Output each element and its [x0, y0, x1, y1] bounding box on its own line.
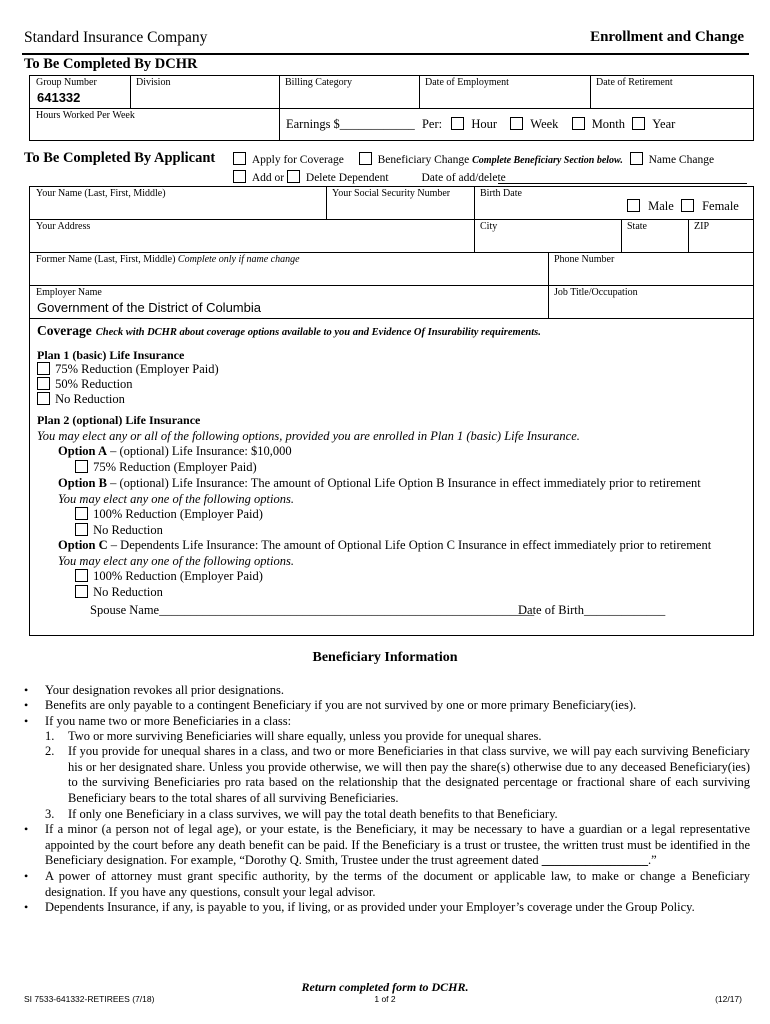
plan2-title: Plan 2 (optional) Life Insurance	[37, 413, 201, 427]
week-label: Week	[530, 117, 559, 131]
coverage-heading	[37, 322, 541, 340]
ssn-label: Your Social Security Number	[332, 188, 451, 199]
option-b-100	[75, 507, 263, 522]
return-instructions: Return completed form to DCHR.	[301, 980, 469, 994]
beneficiary-bullet-4	[45, 822, 750, 869]
add-dependent-checkbox[interactable]	[233, 170, 246, 183]
earnings-label: Earnings $____________	[286, 117, 415, 131]
former-name-label: Former Name (Last, First, Middle)	[36, 254, 176, 265]
week-checkbox[interactable]	[510, 117, 523, 130]
your-address-label: Your Address	[36, 221, 91, 232]
option-c-note: You may elect any one of the following options.	[58, 554, 294, 568]
year-checkbox[interactable]	[632, 117, 645, 130]
employer-name-value[interactable]: Government of the District of Columbia	[37, 300, 261, 315]
female-label: Female	[702, 199, 739, 213]
dependent-row	[233, 170, 506, 184]
option-c-100-checkbox[interactable]	[75, 569, 88, 582]
dchr-heading: To Be Completed By DCHR	[24, 56, 198, 72]
male-checkbox[interactable]	[627, 199, 640, 212]
bullet-icon: •	[24, 683, 29, 697]
beneficiary-title: Beneficiary Information	[312, 650, 458, 665]
option-c-text: – Dependents Life Insurance: The amount of Optional Life Option C Insurance in effect immediately prior to retirement	[107, 538, 712, 552]
grid-v-birth	[474, 186, 475, 252]
plan1-option-50	[37, 377, 133, 392]
beneficiary-change-label: Beneficiary Change	[377, 154, 470, 166]
beneficiary-bullet-3: If you name two or more Beneficiaries in a class:	[45, 714, 292, 728]
option-b-text: – (optional) Life Insurance: The amount of Optional Life Option B Insurance in effect immediately prior to retirement	[106, 476, 701, 490]
grid-v-ssn	[326, 186, 327, 219]
plan1-75-label: 75% Reduction (Employer Paid)	[55, 362, 219, 376]
former-name-field	[36, 254, 300, 266]
delete-dependent-checkbox[interactable]	[287, 170, 300, 183]
option-b-row	[58, 476, 701, 491]
hour-label: Hour	[471, 117, 498, 131]
option-b-none-checkbox[interactable]	[75, 523, 88, 536]
numbered-marker-2: 2.	[45, 744, 55, 758]
per-label: Per:	[421, 117, 443, 131]
group-number-label: Group Number	[36, 77, 97, 88]
request-type-row	[233, 152, 714, 166]
beneficiary-bullet-1: Your designation revokes all prior designations.	[45, 683, 284, 697]
date-add-delete-line	[498, 183, 747, 184]
coverage-note: Check with DCHR about coverage options available to you and Evidence Of Insurability requirements.	[95, 327, 541, 338]
option-c-100	[75, 569, 263, 584]
grid-v-phone	[548, 252, 549, 318]
month-label: Month	[591, 117, 626, 131]
dchr-col2	[279, 75, 280, 141]
city-label: City	[480, 221, 498, 232]
option-c-row	[58, 538, 711, 553]
option-a-label: Option A	[58, 444, 107, 458]
grid-h1	[29, 219, 754, 220]
earnings-row	[286, 117, 675, 132]
beneficiary-item-2: If you provide for unequal shares in a class, and two or more Beneficiaries in that class survive, we will pay each surviving Beneficiary his or her designated share. Unless you provide otherwise, we will then pay the share(s) otherwise due to any deceased Beneficiary(ies) to the surviving Beneficiaries pro rata based on the relationship that the designated percentage or fractional share of each surviving Beneficiary bears to the total shares of all surviving Beneficiaries.	[68, 744, 750, 805]
beneficiary-bullet-2: Benefits are only payable to a contingent Beneficiary if you are not survived by one or more primary Beneficiary(ies).	[45, 698, 637, 712]
option-c-none-label: No Reduction	[93, 585, 163, 599]
option-c-none-checkbox[interactable]	[75, 585, 88, 598]
dchr-row-divider	[29, 108, 754, 109]
apply-coverage-label: Apply for Coverage	[251, 154, 344, 166]
female-checkbox[interactable]	[681, 199, 694, 212]
hour-checkbox[interactable]	[451, 117, 464, 130]
page-number: 1 of 2	[374, 994, 396, 1004]
option-c-label: Option C	[58, 538, 108, 552]
option-b-none	[75, 523, 163, 538]
option-c-none	[75, 585, 163, 600]
bullet-icon: •	[24, 869, 29, 883]
form-id: SI 7533-641332-RETIREES (7/18)	[24, 994, 155, 1004]
name-change-checkbox[interactable]	[630, 152, 643, 165]
option-b-100-checkbox[interactable]	[75, 507, 88, 520]
grid-v-state	[621, 219, 622, 252]
delete-dependent-label: Delete Dependent	[305, 172, 389, 184]
option-c-100-label: 100% Reduction (Employer Paid)	[93, 569, 263, 583]
plan1-50-label: 50% Reduction	[55, 377, 133, 391]
trust-date-blank[interactable]: _________________	[541, 853, 649, 867]
grid-h4	[29, 318, 754, 319]
dchr-col1	[130, 75, 131, 108]
date-retirement-label: Date of Retirement	[596, 77, 673, 88]
grid-v-zip	[688, 219, 689, 252]
beneficiary-item-3: If only one Beneficiary in a class survives, we will pay the total death benefits to that Beneficiary.	[68, 807, 558, 821]
option-a-row	[58, 444, 292, 459]
plan1-75-checkbox[interactable]	[37, 362, 50, 375]
beneficiary-change-checkbox[interactable]	[359, 152, 372, 165]
revision-date: (12/17)	[715, 994, 742, 1004]
plan1-title: Plan 1 (basic) Life Insurance	[37, 348, 185, 362]
phone-label: Phone Number	[554, 254, 615, 265]
option-b-none-label: No Reduction	[93, 523, 163, 537]
zip-label: ZIP	[694, 221, 709, 232]
coverage-title: Coverage	[37, 323, 92, 338]
apply-coverage-checkbox[interactable]	[233, 152, 246, 165]
numbered-marker-3: 3.	[45, 807, 55, 821]
applicant-heading: To Be Completed By Applicant	[24, 150, 216, 166]
bullet-icon: •	[24, 822, 29, 836]
hours-worked-label: Hours Worked Per Week	[36, 110, 135, 121]
option-b-note: You may elect any one of the following options.	[58, 492, 294, 506]
add-or-label: Add or	[251, 172, 285, 184]
employer-name-label: Employer Name	[36, 287, 102, 298]
option-a-75-label: 75% Reduction (Employer Paid)	[93, 460, 257, 474]
beneficiary-bullet-5: A power of attorney must grant specific authority, by the terms of the document or applicable law, to make or change a Beneficiary designation. If you have any questions, consult your legal advisor.	[45, 869, 750, 899]
year-label: Year	[652, 117, 676, 131]
date-add-delete-label: Date of add/delete	[421, 172, 506, 184]
dchr-col4	[590, 75, 591, 108]
group-number-value[interactable]: 641332	[37, 90, 81, 105]
plan1-50-checkbox[interactable]	[37, 377, 50, 390]
your-name-label: Your Name (Last, First, Middle)	[36, 188, 166, 199]
state-label: State	[627, 221, 647, 232]
beneficiary-bullet-6: Dependents Insurance, if any, is payable to you, if living, or as provided under your Employer’s coverage under the Group Policy.	[45, 900, 695, 914]
header-rule	[22, 53, 749, 55]
month-checkbox[interactable]	[572, 117, 585, 130]
option-a-text: – (optional) Life Insurance: $10,000	[106, 444, 292, 458]
bullet-4-end: .”	[648, 853, 657, 867]
billing-category-label: Billing Category	[285, 77, 352, 88]
numbered-marker-1: 1.	[45, 729, 55, 743]
bullet-icon: •	[24, 698, 29, 712]
former-name-note: Complete only if name change	[177, 254, 300, 265]
birth-date-label: Birth Date	[480, 188, 522, 199]
name-change-label: Name Change	[648, 154, 715, 166]
grid-h3	[29, 285, 754, 286]
dchr-col3	[419, 75, 420, 108]
company-name: Standard Insurance Company	[24, 29, 208, 46]
bullet-icon: •	[24, 900, 29, 914]
form-title: Enrollment and Change	[590, 29, 744, 45]
option-a-75	[75, 460, 257, 475]
beneficiary-change-note: Complete Beneficiary Section below.	[472, 155, 623, 166]
grid-h2	[29, 252, 754, 253]
male-label: Male	[648, 199, 674, 213]
job-title-label: Job Title/Occupation	[554, 287, 638, 298]
beneficiary-item-1: Two or more surviving Beneficiaries will share equally, unless you provide for unequal shares.	[68, 729, 542, 743]
bullet-4-text: If a minor (a person not of legal age), or your estate, is the Beneficiary, it may be necessary to have a guardian or a legal representative appointed by the court before any death benefit can be paid. If the Beneficiary is a trust or trustee, the written trust must be identified in the Beneficiary designation. For example, “Dorothy Q. Smith, Trustee under the trust agreement dated	[45, 822, 750, 867]
plan1-none-checkbox[interactable]	[37, 392, 50, 405]
plan1-none-label: No Reduction	[55, 392, 125, 406]
plan1-option-none	[37, 392, 125, 407]
date-employment-label: Date of Employment	[425, 77, 509, 88]
spouse-dob-field[interactable]: Date of Birth_____________	[518, 603, 666, 617]
plan1-option-75	[37, 362, 219, 377]
option-a-75-checkbox[interactable]	[75, 460, 88, 473]
option-b-100-label: 100% Reduction (Employer Paid)	[93, 507, 263, 521]
option-b-label: Option B	[58, 476, 107, 490]
gender-row	[627, 199, 739, 214]
division-label: Division	[136, 77, 171, 88]
spouse-name-field[interactable]: Spouse Name____________________________________________________________	[90, 603, 535, 617]
bullet-icon: •	[24, 714, 29, 728]
plan2-note: You may elect any or all of the following options, provided you are enrolled in Plan 1 (basic) Life Insurance.	[37, 429, 580, 443]
